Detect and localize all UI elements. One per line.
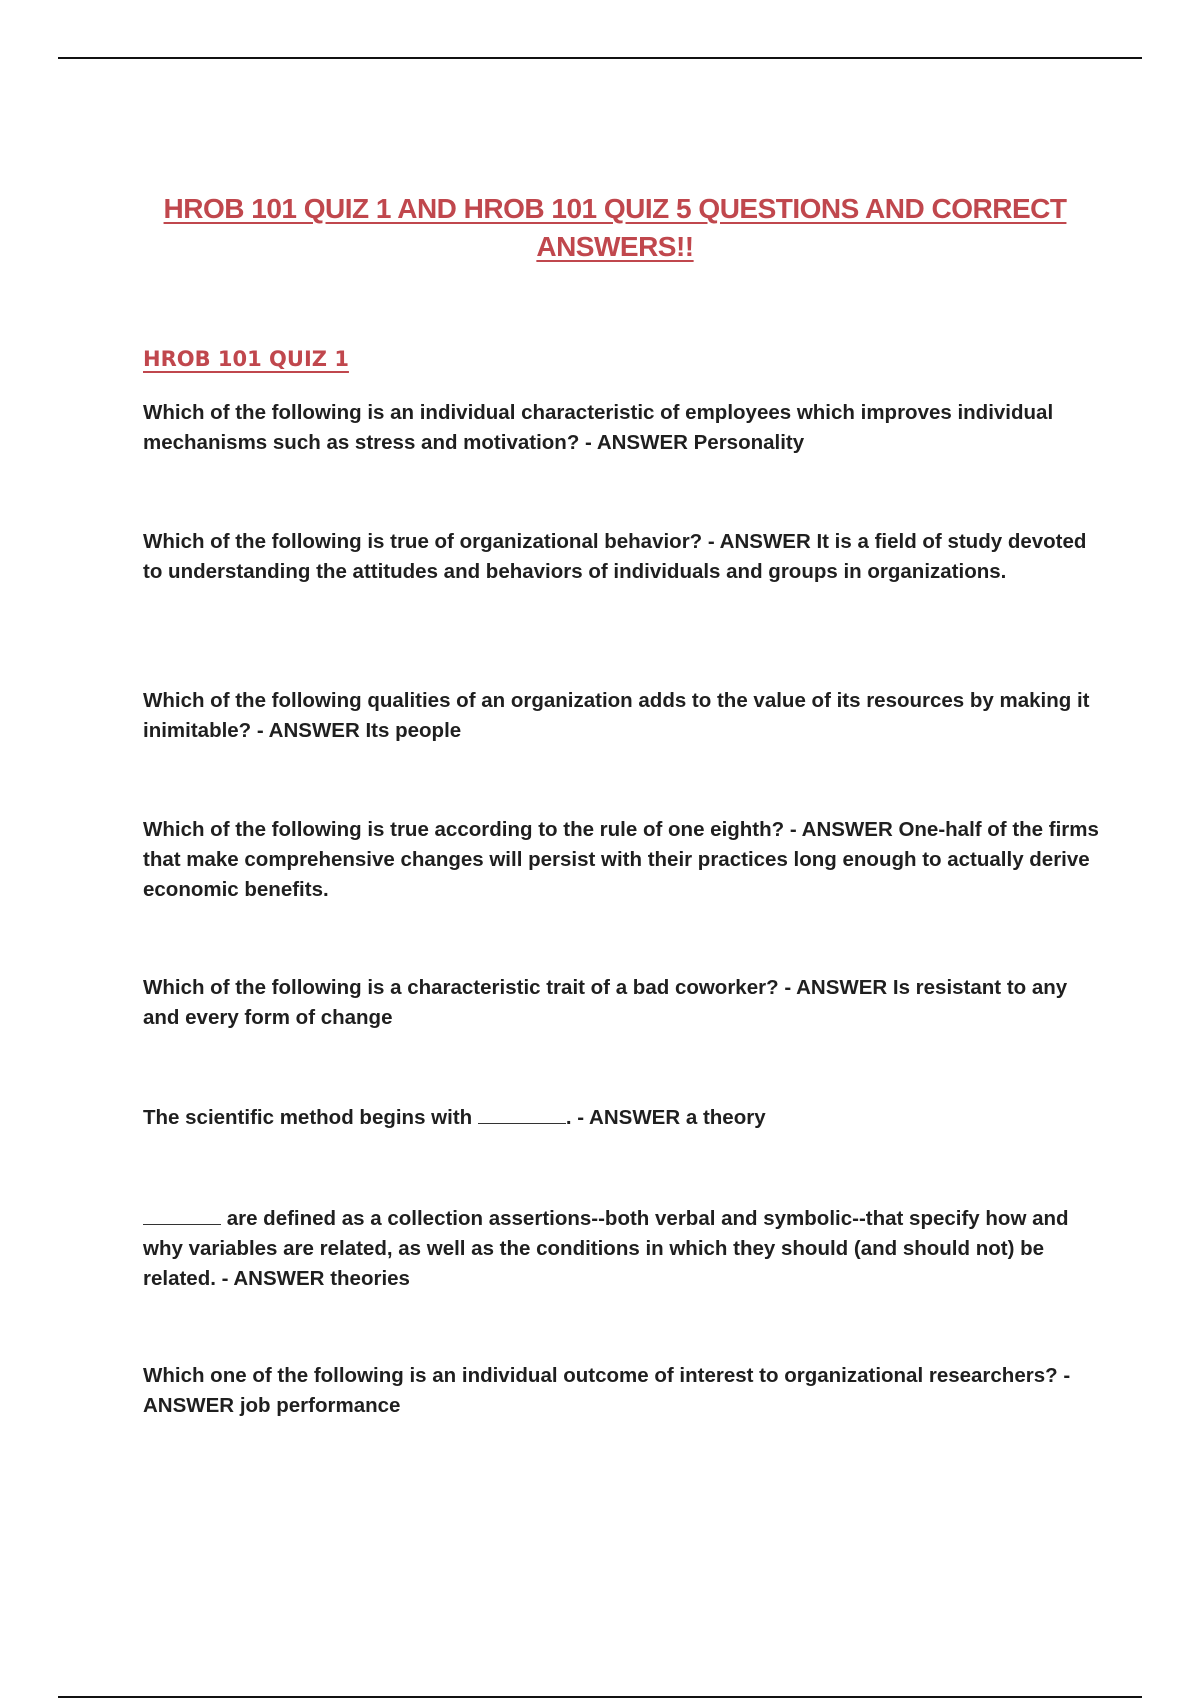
question-text: Which of the following is an individual characteristic of employees which improves individual mechanisms such as stress and motivation? (143, 401, 1054, 454)
question-text: The scientific method begins with (143, 1106, 478, 1129)
answer-label: - ANSWER (571, 1106, 686, 1129)
question-text: Which one of the following is an individual outcome of interest to organizational researchers? (143, 1364, 1058, 1387)
answer-label: - ANSWER (143, 1364, 1071, 1417)
fill-in-blank (143, 1206, 221, 1225)
answer-text: One-half of the firms that make comprehensive changes will persist with their practices long enough to actually derive economic benefits. (143, 818, 1099, 901)
question-text: Which of the following is true of organizational behavior? (143, 530, 703, 553)
answer-text: a theory (685, 1106, 766, 1129)
answer-text: job performance (239, 1394, 401, 1417)
qa-item (143, 1204, 1103, 1294)
answer-text: theories (330, 1267, 410, 1290)
qa-item (143, 527, 1103, 587)
answer-text: Personality (693, 431, 805, 454)
answer-label: - ANSWER (579, 431, 694, 454)
qa-item (143, 1361, 1103, 1421)
section-heading: HROB 101 QUIZ 1 (143, 347, 349, 371)
top-rule (58, 57, 1142, 59)
answer-label: - ANSWER (215, 1267, 331, 1290)
fill-in-blank (478, 1105, 566, 1124)
question-text-end: . (565, 1106, 572, 1129)
bottom-rule (58, 1696, 1142, 1698)
qa-item (143, 973, 1103, 1033)
answer-label: - ANSWER (778, 976, 893, 999)
question-text: Which of the following is true according to the rule of one eighth? (143, 818, 785, 841)
answer-label: - ANSWER (784, 818, 899, 841)
qa-item (143, 686, 1103, 746)
qa-item (143, 398, 1103, 458)
answer-label: - ANSWER (702, 530, 817, 553)
answer-label: - ANSWER (251, 719, 366, 742)
question-text: Which of the following is a characteristic trait of a bad coworker? (143, 976, 779, 999)
question-text: Which of the following qualities of an organization adds to the value of its resources by making it inimitable? (143, 689, 1090, 742)
question-text: are defined as a collection assertions--both verbal and symbolic--that specify how and why variables are related, as well as the conditions in which they should (and should not) be related. (143, 1207, 1069, 1290)
answer-text: Its people (365, 719, 462, 742)
qa-item (143, 815, 1103, 905)
qa-item (143, 1103, 1103, 1133)
answer-text: It is a field of study devoted to understanding the attitudes and behaviors of individuals and groups in organizations. (143, 530, 1087, 583)
answer-text: Is resistant to any and every form of change (143, 976, 1068, 1029)
document-title: HROB 101 QUIZ 1 AND HROB 101 QUIZ 5 QUESTIONS AND CORRECT ANSWERS!! (163, 193, 1067, 262)
